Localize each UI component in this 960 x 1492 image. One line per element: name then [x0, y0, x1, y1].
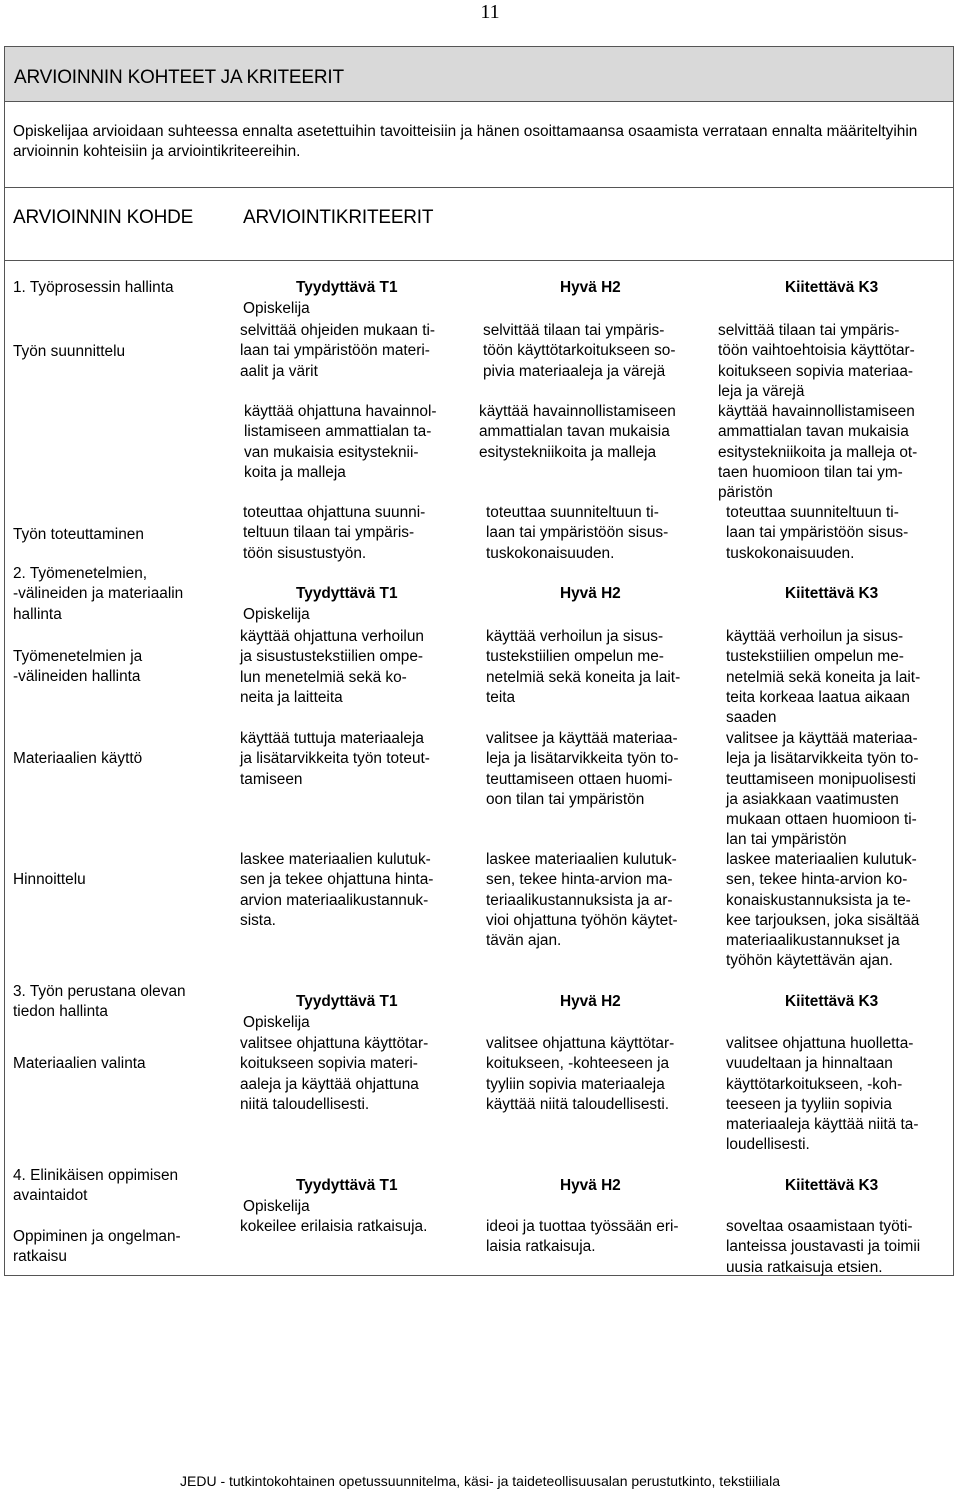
criterion-k3: selvittää tilaan tai ympäris- töön vaihtoehtoisia käyttötar- koitukseen sopivia materiaa- leja ja värejä	[718, 322, 915, 400]
criterion-t1: käyttää ohjattuna havainnol- listamiseen ammattialan ta- van mukaisia esitysteknii- koita ja malleja	[244, 403, 437, 481]
criterion-h2: toteuttaa suunniteltuun ti- laan tai ympäristöön sisus- tuskokonaisuuden.	[486, 504, 669, 562]
opiskelija-label: Opiskelija	[243, 606, 310, 623]
criterion-k3: käyttää havainnollistamiseen ammattialan tavan mukaisia esitystekniikoita ja malleja ot- taen huomioon tilan tai ym- päristön	[718, 403, 918, 502]
level-t1-label: Tyydyttävä T1	[296, 279, 398, 296]
page-number: 11	[480, 1, 500, 23]
target-label: Työn toteuttaminen	[13, 526, 144, 543]
criterion-k3: toteuttaa suunniteltuun ti- laan tai ympäristöön sisus- tuskokonaisuuden.	[726, 504, 909, 562]
criterion-t1: toteuttaa ohjattuna suunni- teltuun tilaan tai ympäris- töön sisustustyön.	[243, 504, 426, 562]
criterion-h2: selvittää tilaan tai ympäris- töön käyttötarkoitukseen so- pivia materiaaleja ja värejä	[483, 322, 676, 380]
level-h2-label: Hyvä H2	[560, 993, 621, 1010]
section-title: 1. Työprosessin hallinta	[13, 279, 174, 296]
section-title: 4. Elinikäisen oppimisen avaintaidot	[13, 1167, 179, 1205]
target-label: Materiaalien käyttö	[13, 750, 143, 767]
level-k3-label: Kiitettävä K3	[785, 993, 879, 1010]
criterion-k3: soveltaa osaamistaan työti- lanteissa joustavasti ja toimii uusia ratkaisuja etsien.	[726, 1218, 921, 1276]
criterion-k3: käyttää verhoilun ja sisus- tustekstiilien ompelun me- netelmiä sekä koneita ja lait- teita korkeaa laatua aikaan saaden	[726, 628, 921, 727]
criterion-t1: laskee materiaalien kulutuk- sen ja tekee ohjattuna hinta- arvion materiaalikustannuk- sista.	[240, 851, 434, 929]
level-h2-label: Hyvä H2	[560, 1177, 621, 1194]
title-bar	[4, 46, 954, 102]
criterion-h2: laskee materiaalien kulutuk- sen, tekee hinta-arvion ma- teriaalikustannuksista ja ar- vioi ohjattuna työhön käytet- tävän ajan.	[486, 851, 678, 950]
column-header-target: ARVIOINNIN KOHDE	[13, 207, 194, 228]
column-header-criteria: ARVIOINTIKRITEERIT	[243, 207, 434, 228]
level-t1-label: Tyydyttävä T1	[296, 585, 398, 602]
criterion-t1: käyttää tuttuja materiaaleja ja lisätarvikkeita työn toteut- tamiseen	[240, 730, 430, 788]
level-t1-label: Tyydyttävä T1	[296, 993, 398, 1010]
section-title: 3. Työn perustana olevan tiedon hallinta	[13, 983, 186, 1021]
criterion-h2: käyttää havainnollistamiseen ammattialan tavan mukaisia esitystekniikoita ja malleja	[479, 403, 676, 461]
page-footer: JEDU - tutkintokohtainen opetussuunnitelma, käsi- ja taideteollisuusalan perustutkinto, tekstiiliala	[180, 1473, 780, 1489]
level-t1-label: Tyydyttävä T1	[296, 1177, 398, 1194]
divider	[4, 260, 954, 261]
criterion-k3: laskee materiaalien kulutuk- sen, tekee hinta-arvion ko- konaiskustannuksista ja te- kee tarjouksen, joka sisältää materiaalikustannukset ja työhön käytettävän ajan.	[726, 851, 920, 970]
divider	[4, 187, 954, 188]
criterion-h2: ideoi ja tuottaa työssään eri- laisia ratkaisuja.	[486, 1218, 679, 1256]
page-title: ARVIOINNIN KOHTEET JA KRITEERIT	[14, 67, 344, 88]
level-k3-label: Kiitettävä K3	[785, 279, 879, 296]
opiskelija-label: Opiskelija	[243, 300, 310, 317]
criterion-t1: valitsee ohjattuna käyttötar- koitukseen sopivia materi- aaleja ja käyttää ohjattuna niitä taloudellisesti.	[240, 1035, 429, 1113]
target-label: Hinnoittelu	[13, 871, 86, 888]
section-title: 2. Työmenetelmien, -välineiden ja materiaalin hallinta	[13, 565, 184, 623]
criterion-k3: valitsee ja käyttää materiaa- leja ja lisätarvikkeita työn to- teuttamiseen monipuolisesti ja asiakkaan vaatimusten mukaan ottaen huomioon ti- lan tai ympäristön	[726, 730, 919, 849]
target-label: Työmenetelmien ja -välineiden hallinta	[13, 648, 143, 686]
target-label: Työn suunnittelu	[13, 343, 126, 360]
target-label: Oppiminen ja ongelman- ratkaisu	[13, 1228, 181, 1266]
opiskelija-label: Opiskelija	[243, 1198, 310, 1215]
criterion-k3: valitsee ohjattuna huolletta- vuudeltaan ja hinnaltaan käyttötarkoitukseen, -koh- teeseen ja tyyliin sopivia materiaaleja käyttää niitä ta- loudellisesti.	[726, 1035, 919, 1154]
level-h2-label: Hyvä H2	[560, 585, 621, 602]
target-label: Materiaalien valinta	[13, 1055, 146, 1072]
level-k3-label: Kiitettävä K3	[785, 1177, 879, 1194]
criterion-t1: kokeilee erilaisia ratkaisuja.	[240, 1218, 428, 1235]
level-h2-label: Hyvä H2	[560, 279, 621, 296]
criterion-h2: valitsee ja käyttää materiaa- leja ja lisätarvikkeita työn to- teuttamiseen ottaen huomi- oon tilan tai ympäristön	[486, 730, 679, 808]
criterion-h2: valitsee ohjattuna käyttötar- koitukseen, -kohteeseen ja tyyliin sopivia materiaaleja käyttää niitä taloudellisesti.	[486, 1035, 675, 1113]
intro-paragraph: Opiskelijaa arvioidaan suhteessa ennalta asetettuihin tavoitteisiin ja hänen osoittamaansa osaamista verrataan ennalta määriteltyihin arvioinnin kohteisiin ja arviointikriteereihin.	[13, 123, 918, 161]
criterion-t1: käyttää ohjattuna verhoilun ja sisustustekstiilien ompe- lun menetelmiä sekä ko- neita ja laitteita	[240, 628, 424, 706]
level-k3-label: Kiitettävä K3	[785, 585, 879, 602]
criterion-t1: selvittää ohjeiden mukaan ti- laan tai ympäristöön materi- aalit ja värit	[240, 322, 436, 380]
criterion-h2: käyttää verhoilun ja sisus- tustekstiilien ompelun me- netelmiä sekä koneita ja lait- teita	[486, 628, 681, 706]
opiskelija-label: Opiskelija	[243, 1014, 310, 1031]
